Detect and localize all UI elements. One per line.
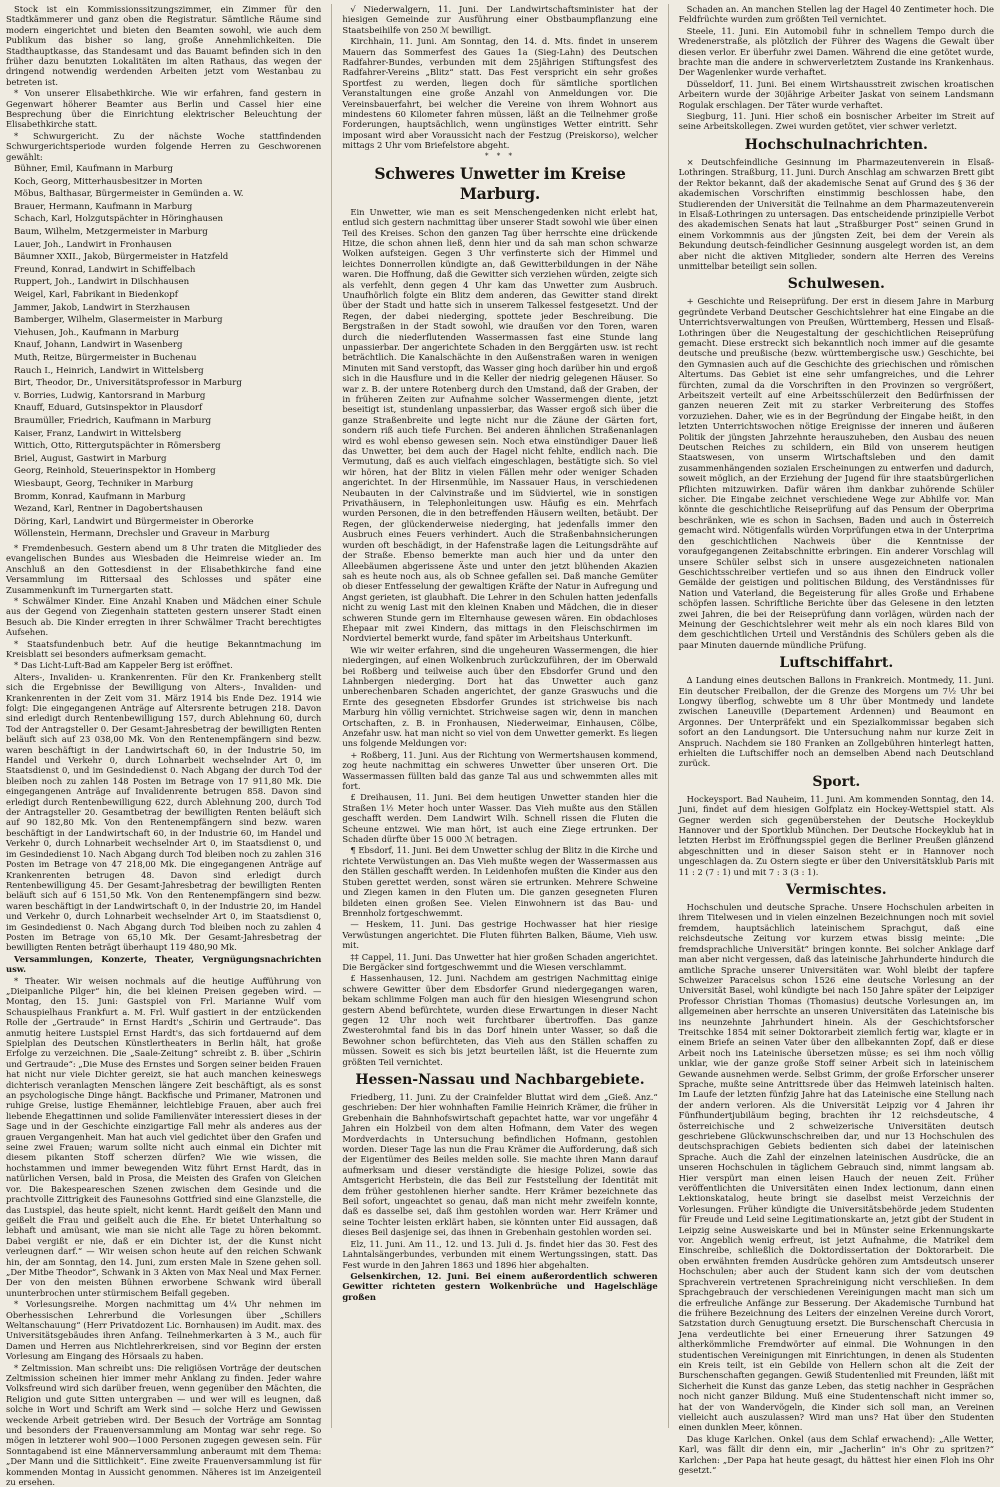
article-hassenhausen: £ Hassenhausen, 12. Juni. Nachdem am gestrigen Nachmittag einige schwere Gewitter über dem Ebsdorfer Grund niedergegangen waren, bekam schlimme Folgen man auch für den hiesigen Wiesengrund schon gestern Abend befürchtete, wurden diese Erwartungen in dieser Nacht gegen 12 Uhr noch weit furchtbarer übertroffen. Das ganze Zwesterohmtal fand bis in das Dorf hinein unter Wasser, so daß die Bewohner schon befürchteten, das Vieh aus den Ställen schaffen zu müssen. Soweit es sich bis jetzt beurteilen läßt, ist die Heuernte zum größten Teil vernichtet. (342, 973, 658, 1067)
article-fremdenbesuch: * Fremdenbesuch. Gestern abend um 8 Uhr traten die Mitglieder des evangelischen Bundes aus Wiesbaden die Heimreise wieder an. Im Anschluß an den Gottesdienst in der Elisabethkirche fand eine Versammlung im Rittersaal des Schlosses und später eine Zusammenkunft im Turnergarten statt. (6, 542, 322, 595)
article-ballon: ∆ Landung eines deutschen Ballons in Frankreich. Montmedy, 11. Juni. Ein deutscher Freiballon, der die Grenze des Morgens um 7½ Uhr bei Longwy überflog, schwebte um 8 Uhr über Montmedy und landete zwischen Laneuville (Departement Ardennen) und Beaumont en Argonnes. Der Unterpräfekt und ein Spezialkommissar begaben sich sofort an den Landungsort. Die Untersuchung nahm nur kurze Zeit in Anspruch. Nachdem sie 180 Franken an Zollgebühren hinterlegt hatten, erhielten die Luftschiffer noch an demselben Abend nach Deutschland zurück. (678, 675, 994, 769)
article-staatsfundenbuch: * Staatsfundenbuch betr. Auf die heutige Bekanntmachung im Kreisblatt sei besonders aufmerksam gemacht. (6, 638, 322, 659)
article-schwaelmer-kinder: * Schwälmer Kinder. Eine Anzahl Knaben und Mädchen einer Schule aus der Gegend von Ziegenhain statteten gestern unserer Stadt einen Besuch ab. Die Kinder erregten in ihrer Schwälmer Tracht berechtigtes Aufsehen. (6, 595, 322, 638)
juror-list (6, 163, 321, 541)
juror-entry: Bamberger, Wilhelm, Glasermeister in Marburg (14, 315, 223, 326)
article-unwetter-main: Ein Unwetter, wie man es seit Menschengedenken nicht erlebt hat, entlud sich gestern nachmittag über unserer Stadt sowohl wie über einen Teil des Kreises. Schon den ganzen Tag über herrschte eine drückende Hitze, die schon ahnen ließ, denn hier und da sah man schon schwarze Wolken aufsteigen. Gegen 3 Uhr verfinsterte sich der Himmel und leichtes Donnerrollen kündigte an, daß Gewitterbildungen in der Nähe waren. Die Hoffnung, daß die Gewitter sich verziehen würden, zeigte sich als verfehlt, denn gegen 4 Uhr kam das Unwetter zum Ausbruch. Unaufhörlich folgte ein Blitz dem anderen, das Gewitter stand direkt über der Stadt und hatte sich in unserem Talkessel festgesetzt. Und der Regen, der dabei niederging, spottete jeder Beschreibung. Die Bergstraßen in der Stadt sowohl, wie draußen vor den Toren, waren durch die niederflutenden Wassermassen fast eine Stunde lang unpassierbar. Der angerichtete Schaden in den Berggärten usw. ist recht beträchtlich. Die Kanalschächte in den Außenstraßen waren in wenigen Minuten mit Sand verstopft, das Wasser ging hoch darüber hin und ergoß sich in die Hausflure und in die Keller der niedrig gelegenen Häuser. So war z. B. der untere Rotenberg durch den Umstand, daß der Graben, der in früheren Zeiten zur Aufnahme solcher Wassermengen diente, jetzt beseitigt ist, stundenlang unpassierbar, das Wasser ergoß sich über die ganze Straßenbreite und legte nicht nur die Zäune der Gärten fort, sondern riß auch tiefe Furchen. Bei anderen ähnlichen Straßenanlagen wird es wohl ebenso gewesen sein. Noch etwa einstündiger Dauer ließ das Unwetter, bei dem auch der Hagel nicht fehlte, endlich nach. Die Vermutung, daß es auch vielfach eingeschlagen, bestätigte sich. So viel wir hören, hat der Blitz in vielen Fällen mehr oder weniger Schaden angerichtet. In der Hirsenmühle, im Nassauer Haus, in verschiedenen Neubauten in der Calvinstraße und im Südviertel, wie in sonstigen Privathäusern, in Telephonleitungen usw. Häufig es ein. Mehrfach wurden Personen, die in den betreffenden Häusern weilten, betäubt. Der Regen, der glückenderweise niederging, hat jedenfalls immer den Ausbruch eines Feuers verhindert. Auch die Straßenbahnsicherungen wurden oft beschädigt, in der Hafenstraße lagen die Leitungsdrähte auf der Straße. Ebenso bemerkte man auch hier und da unter den Alleebäumen abgerissene Äste und unter den jetzt blühenden Akazien sah es heute noch aus, als ob Schnee gefallen sei. Daß manche Gemüter ob dieser Entfesselung der gewaltigen Kräfte der Natur in Aufregung und Angst gerieten, ist glaubhaft. Die Lehrer in den Schulen hatten jedenfalls nicht zu wenig Last mit den kleinen Knaben und Mädchen, die in dieser schweren Stunde gern im Elternhause gewesen wären. Ein obdachloses Ehepaar mit zwei Kindern, das mittags in den Fleischschirmen im Nordviertel bemerkt wurde, fand später im Arbeitshaus Unterkunft. (342, 206, 658, 644)
article-kluge-karlchen: Das kluge Karlchen. Onkel (aus dem Schlaf erwachend): „Alle Wetter, Karl, was fällt dir denn ein, mir „Jacherlin“ in's Ohr zu spritzen?“ Karlchen: „Der Papa hat heute gesagt, du hättest hier einen Floh ins Ohr gesetzt.“ (678, 1433, 994, 1475)
article-stadthaus: Stock ist ein Kommissionssitzungszimmer, ein Zimmer für den Stadtkämmerer und ganz oben die Registratur. Sämtliche Räume sind modern eingerichtet und bieten den Beamten sowohl, wie auch dem Publikum das bisher so lang, große Annehmlichkeiten. Die Stadthauptkasse, das Standesamt und das Bauamt befinden sich in den früher dazu benutzten Lokalitäten im alten Rathaus, das wegen der dringend notwendig werdenden Arbeiten jetzt vom Westanbau zu betreten ist. (6, 4, 322, 87)
juror-entry: Koch, Georg, Mitterhausbesitzer in Morten (14, 176, 203, 187)
article-pharmazeutenverein: × Deutschfeindliche Gesinnung im Pharmazeutenverein in Elsaß-Lothringen. Straßburg, 11. Juni. Durch Anschlag am schwarzen Brett gibt der Rektor bekannt, daß der akademische Senat auf Grund des § 36 der akademischen Vorschriften einstimmig beschlossen habe, den Studierenden der Universität die Teilnahme an dem Pharmazeutenverein in Elsaß-Lothringen zu untersagen. Das entscheidende prinzipielle Verbot des akademischen Senats hat laut „Straßburger Post“ seinen Grund in einem Vorkommnis aus der jüngsten Zeit, bei dem der Verein als Bekundung deutsch-feindlicher Gesinnung ausgelegt worden ist, an dem aber nicht die aktiven Mitglieder, sondern alte Herren des Vereins unmittelbar beteiligt sein sollen. (678, 156, 994, 271)
juror-entry: Döring, Karl, Landwirt und Bürgermeister in Oberorke (14, 516, 254, 527)
headline-sport: Sport. (812, 773, 861, 790)
headline-unwetter: Schweres Unwetter im Kreise Marburg. (374, 163, 626, 203)
juror-entry: Knauf, Johann, Landwirt in Wasenberg (14, 340, 183, 351)
column-middle (342, 4, 657, 1428)
article-renten: Alters-, Invaliden- u. Krankenrenten. Für den Kr. Frankenberg stellt sich die Ergebnisse der Bewilligung von Alters-, Invaliden- und Krankenrenten in der Zeit vom 31. März 1914 bis Ende Dez. 1914 wie folgt: Die eingegangenen Anträge auf Altersrente betrugen 218. Davon sind erledigt durch Rentenbewilligung 157, durch Ablehnung 60, durch Tod der Antragsteller 0. Der Gesamt-Jahresbetrag der bewilligten Renten beläuft sich auf 23 038,00 Mk. Von den Rentenempfängern sind bezw. waren beschäftigt in der Landwirtschaft 60, in der Industrie 50, im Handel und Verkehr 0, durch Lohnarbeit wechselnder Art 0, im Staatsdienst 0, und im Gesindedienst 0. Nach Abgang der durch Tod der bleiben noch zu zahlen 148 Posten im Betrage von 17 911,80 Mk. Die eingegangenen Anträge auf Invalidenrente betrugen 858. Davon sind erledigt durch Rentenbewilligung 622, durch Ablehnung 200, durch Tod der Antragsteller 20. Gesamtbetrag der bewilligten Renten beläuft sich auf 90 182,80 Mk. Von den Rentenempfängern sind bezw. waren beschäftigt in der Landwirtschaft 60, in der Industrie 60, im Handel und Verkehr 0, durch Lohnarbeit wechselnder Art 0, im Staatsdienst 0, und im Gesindedienst 10. Nach Abgang durch Tod bleiben noch zu zahlen 316 Posten im Betrage von 47 218,00 Mk. Die eingegangenen Anträge auf Krankenrenten betrugen 48. Davon sind erledigt durch Rentenbewilligung 45. Der Gesamt-Jahresbetrag der bewilligten Renten beläuft sich auf 6 151,50 Mk. Von den Rentenempfängern sind bezw. waren beschäftigt in der Landwirtschaft 0, in der Industrie 20, im Handel und Verkehr 0, durch Lohnarbeit wechselnder Art 0, im Staatsdienst 0, im Gesindedienst 0. Nach Abgang durch Tod bleiben noch zu zahlen 4 Posten im Betrage von 65,10 Mk. Der Gesamt-Jahresbetrag der bewilligten Renten beträgt überhaupt 119 480,90 Mk. (6, 671, 322, 953)
article-elisabethkirche: * Von unserer Elisabethkirche. Wie wir erfahren, fand gestern in Gegenwart höherer Beamter aus Berlin und Cassel hier eine Besprechung über die Einrichtung elektrischer Beleuchtung der Elisabethkirche statt. (6, 88, 322, 130)
headline-hessen-nassau: Hessen-Nassau und Nachbargebiete. (355, 1072, 645, 1088)
juror-entry: Viehusen, Joh., Kaufmann in Marburg (14, 327, 179, 338)
article-theater: * Theater. Wir weisen nochmals auf die heutige Aufführung von „Dieipanliche Pilger“ hin, die bei kleinen Preisen gegeben wird. — Montag, den 15. Juni: Gastspiel von Frl. Marianne Wulf vom Schauspielhaus Frankfurt a. M. Frl. Wulf gastiert in der entzückenden Rolle der „Gertraude“ in Ernst Hardt's „Schirin und Gertraude“. Das anmutig heitere Lustspiel Ernst Hardt's, das sich fortdauernd auf dem Spielplan des Deutschen Künstlertheaters in Berlin hält, hat große Erfolge zu verzeichnen. Die „Saale-Zeitung“ schreibt z. B. über „Schirin und Gertraude“: „Die Muse des Ernstes und Sorgen seiner beiden Frauen hat nicht nur viele Dichter gereizt, sie hat auch manchen keineswegs dichterisch veranlagten Menschen längere Zeit beschäftigt, als es sonst an psychologische Dinge hängt. Backfische und Primaner, Matronen und ruhige Greise, lustige Ehemänner, leichtlebige Frauen, aber auch frei liebende Ehegattinnen und solide Familienväter interessiert dieses in der Sage und in der Geschichte einzigartige Fall mehr als anderes aus der grauen Vergangenheit. Man hat auch viel gedichtet über den Grafen und seine zwei Frauen; warum sollte nicht auch einmal ein Dichter mit diesem pikanten Stoff scherzen dürfen? Wie wie wissen, die hochstammen und immer bewegenden Witz führt Ernst Hardt, das in natürlichen Versen, bald in Prosa, die Meisten des Grafen von Gleichen vor. Die Bakespeareschen Szenen zwischen dem Gesinde und die prachtvolle Zittrigkeit des Faunesohns Gottfried sind eine Glanzstelle, die das Lustspiel, das heute spielt, nicht kennt. Hardt geißelt den Mann und geißelt die Frau und geißelt auch die Ehe. Er bietet Unterhaltung so lebhaft und amüsant, wie man sie nicht alle Tage zu hören bekommt. Dabei vergißt er nie, daß er ein Dichter ist, der die Kunst nicht verleugnen darf.“ — Wir weisen schon heute auf den reichen Schwank hin, der am Sonntag, den 14. Juni, zum ersten Male in Szene gehen soll. „Der Mitbe Theodor“, Schwank in 3 Akten von Max Neal und Max Ferner. Der von den meisten Bühnen erworbene Schwank wird überall ununterbrochen unter stürmischem Beifall gegeben. (6, 975, 322, 1298)
article-hockeysport: Hockeysport. Bad Nauheim, 11. Juni. Am kommenden Sonntag, den 14. Juni, findet auf dem hiesigen Golfplatz ein Hockey-Wettspiel statt. Als Gegner werden sich gegenüberstehen der Deutsche Hockeyklub Hannover und der Sportklub München. Der Deutsche Hockeyklub hat in letzten Herbst im Eröffnungsspiel gegen die Berliner Preußen glänzend abgeschnitten und in dieser Saison steht er in Hannover noch ungeschlagen da. Zu Ostern siegte er über den Universitätsklub Paris mit 11 : 2 (7 : 1) und mit 7 : 3 (3 : 1). (678, 793, 994, 877)
juror-entry: Birt, Theodor, Dr., Universitätsprofessor in Marburg (14, 378, 242, 389)
juror-entry: Weigel, Karl, Fabrikant in Biedenkopf (14, 290, 178, 301)
article-friedberg: Friedberg, 11. Juni. Zu der Crainfelder Bluttat wird dem „Gieß. Anz.“ geschrieben: Der hier wohnhaften Familie Heinrich Krämer, die früher in Grebenhain die Bahnhofswirtschaft gepachtet hatte, war vor ungefähr 4 Jahren ein Holzbeil von dem alten Hofmann, dem Vater des wegen Mordverdachts in Untersuchung befindlichen Hofmann, gestohlen worden. Dieser Tage las nun die Frau Krämer die Aufforderung, daß sich der Eigentümer des Beiles melden solle. Sie machte ihren Mann darauf aufmerksam und dieser verständigte die hiesige Polizei, sowie das Amtsgericht Herbstein, die das Beil zur Feststellung der Identität mit dem früher gestohlenen hierher sandte. Herr Krämer bezeichnete das Beil sofort, ungeachtet so genau, daß man nicht mehr zweifeln konnte, daß es dasselbe sei, daß ihm gestohlen worden war. Herr Krämer und seine Tochter leisten erklärt haben, sie könnten unter Eid aussagen, daß dieses Beil dasjenige sei, das ihnen in Grebenhain gestohlen worden sei. (342, 1092, 658, 1238)
article-cappel: ‡‡ Cappel, 11. Juni. Das Unwetter hat hier großen Schaden angerichtet. Die Bergäcker sind fortgeschwemmt und die Wiesen verschlammt. (342, 951, 658, 972)
star-divider: * * * (485, 151, 515, 160)
juror-entry: Rauch I., Heinrich, Landwirt in Wittelsberg (14, 365, 204, 376)
headline-luftschiffahrt: Luftschiffahrt. (779, 655, 894, 672)
article-dreihausen: £ Dreihausen, 11. Juni. Bei dem heutigen Unwetter standen hier die Straßen 1½ Meter hoch unter Wasser. Das Vieh mußte aus den Ställen geschafft werden. Dem Landwirt Wilh. Schnell rissen die Fluten die Scheune entzwei. Wie man hört, ist auch eine Ziege ertrunken. Der Schaden dürfte über 15 000 ℳ betragen. (342, 792, 658, 845)
juror-entry: Georg, Reinhold, Steuerinspektor in Homberg (14, 466, 216, 477)
article-kirchhain: Kirchhain, 11. Juni. Am Sonntag, den 14. d. Mts. findet in unserem Mauern das Sommerfest des Gaues 1a (Sieg-Lahn) des Deutschen Radfahrer-Bundes, verbunden mit dem 25jährigen Stiftungsfest des Radfahrer-Vereins „Blitz“ statt. Das Fest verspricht ein sehr großes Sportfest zu werden, liegen doch für sämtliche sportlichen Veranstaltungen eine große Anzahl von Anmeldungen vor. Die Vereinsbauerfahrt, bei welcher die Vereine von ihrem Wohnort aus mindestens 60 Kilometer fahren müssen, läßt an die Teilnehmer große Forderungen, hauptsächlich, wenn ungünstiges Wetter eintritt. Sehr imposant wird aber Voraussicht nach der Festzug (Preiskorso), welcher mittags 2 Uhr vom Briefelstore abgeht. (342, 36, 658, 151)
juror-entry: Briel, August, Gastwirt in Marburg (14, 453, 167, 464)
juror-entry: Baum, Wilhelm, Metzgermeister in Marburg (14, 227, 208, 238)
article-siegburg: Siegburg, 11. Juni. Hier schoß ein bosnischer Arbeiter im Streit auf seine Arbeitskollegen. Zwei wurden getötet, vier schwer verletzt. (678, 111, 994, 132)
juror-entry: Bühner, Emil, Kaufmann in Marburg (14, 164, 174, 175)
headline-hochschulnachrichten: Hochschulnachrichten. (744, 136, 928, 153)
article-ebsdorf: ¶ Ebsdorf, 11. Juni. Bei dem Unwetter schlug der Blitz in die Kirche und richtete Verwüstungen an. Das Vieh mußte wegen der Wassermassen aus den Ställen geschafft werden. In Leidenhofen mußten die Kinder aus den Stuben gerettet werden, sonst wären sie ertrunken. Mehrere Schweine und Ziegen kamen in den Fluten um. Die ganzen gesegneten Fluren bildeten einen großen See. Vielen Einwohnern ist das Bau- und Brennholz fortgeschwemmt. (342, 845, 658, 918)
article-heskem: — Heskem, 11. Juni. Das gestrige Hochwasser hat hier riesige Verwüstungen angerichtet. Die Fluten führten Balken, Bäume, Vieh usw. mit. (342, 919, 658, 951)
article-rossberg: + Roßberg, 11. Juni. Aus der Richtung von Wermertshausen kommend, zog heute nachmittag ein schweres Unwetter über unseren Ort. Die Wassermassen füllten bald das ganze Tal aus und schwemmten alles mit fort. (342, 749, 658, 792)
juror-entry: Lauer, Joh., Landwirt in Fronhausen (14, 239, 172, 250)
juror-entry: Schach, Karl, Holzgutspächter in Höringhausen (14, 214, 224, 225)
juror-entry: Wöllenstein, Hermann, Drechsler und Graveur in Marburg (14, 529, 270, 540)
juror-entry: Wittich, Otto, Rittergutspächter in Römersberg (14, 441, 221, 452)
juror-entry: Muth, Reitze, Bürgermeister in Buchenau (14, 353, 197, 363)
article-niederwalgern: √ Niederwalgern, 11. Juni. Der Landwirtschaftsminister hat der hiesigen Gemeinde zur Ausführung einer Obstbaumpflanzung eine Staatsbeihilfe von 250 ℳ bewilligt. (342, 4, 658, 35)
juror-entry: Bäumner XXII., Jakob, Bürgermeister in Hatzfeld (14, 252, 229, 263)
section-versammlungen: Versammlungen, Konzerte, Theater, Vergnügungsnachrichten usw. (6, 953, 322, 975)
juror-entry: Braumüller, Friedrich, Kaufmann in Marburg (14, 415, 212, 426)
column-right (678, 4, 994, 1475)
juror-entry: Wiesbaupt, Georg, Techniker in Marburg (14, 478, 194, 489)
article-duesseldorf: Düsseldorf, 11. Juni. Bei einem Wirtshausstreit zwischen kroatischen Arbeitern wurde der 30jährige Arbeiter Jaskat von seinem Landsmann Rogulak erschlagen. Der Täter wurde verhaftet. (678, 78, 994, 110)
article-licht-luft-bad: * Das Licht-Luft-Bad am Kappeler Berg ist eröffnet. (14, 660, 233, 671)
article-reifepruefung: + Geschichte und Reiseprüfung. Der erst in diesem Jahre in Marburg gegründete Verband Deutscher Geschichtslehrer hat eine Eingabe an die Unterrichtsverwaltungen von Preußen, Württemberg, Hessen und Elsaß-Lothringen über die Neugestaltung der geschichtlichen Reiseprüfung gemacht. Diese erstreckt sich bekanntlich noch immer auf die gesamte deutsche und preußische (bezw. württembergische usw.) Geschichte, bei den Gymnasien auch auf die Geschichte des griechischen und römischen Altertums. Das Gebiet ist eine sehr umfangreiches, und die Lehrer fürchten, zumal da die Vorschriften in den Provinzen so vergrößert, Arbeitszeit verteilt auf eine Arbeitsschülerzeit den Bedürfnissen der ganzen neueren Zeit mit zu starker Verbreiterung des Stoffes vorzuziehen. Daher, wie es in der Begründung der Eingabe heißt, in den letzten Unterrichtswochen nötige Ereignisse der inneren und äußeren Politik der jüngsten Jahrzehnte herauszuheben, den Ausbau des neuen Deutschen Reiches zu schildern, ein Bild von unserem heutigen Staatswesen, von unserm Wirtschaftsleben und den damit zusammenhängenden sozialen Erscheinungen zu entwerfen und dadurch, soweit möglich, an der Erziehung der Jugend für ihre staatsbürgerlichen Pflichten mitzuwirken. Dafür wären ihm dankbar zuhörende Schüler sicher. Die Eingabe zeichnet verschiedene Wege zur Abhilfe vor. Man könnte die geschichtliche Reiseprüfung auf das Pensum der Oberprima beschränken, wie es schon in Sachsen, Baden und auch in Österreich gemacht wird. Nötigenfalls würden Vorprüfungen etwa in der Unterprima den geschichtlichen Nachweis über die Kenntnisse der voraufgegangenen Zeitabschnitte erbringen. Ein anderer Vorschlag will unsere Schüler selbst sich in unsere ausgezeichneten nationalen Geschichtsschreiber vertiefen und so aus ihnen den Eindruck voller Gemälde der geistigen und politischen Bildung, des Verständnisses für Nation und Vaterland, die Begeisterung für alles Große und Erhabene schöpfen lassen. Schriftliche Berichte über das Gelesene in den letzten zwei Jahren, die bei der Reiseprüfung dann vorlägen, würden nach der Meinung der Geschichtslehrer weit mehr als ein noch klares Bild von dem geschichtlichen Urteil und Verständnis des Schülers geben als die paar Minuten dauernde mündliche Prüfung. (678, 296, 994, 650)
juror-entry: v. Borries, Ludwig, Kantorsrand in Marburg (14, 390, 206, 401)
article-steele: Steele, 11. Juni. Ein Automobil fuhr in schnellem Tempo durch die Wredenerstraße, als plötzlich der Führer des Wagens die Gewalt über diesen verlor. Er überfuhr zwei Damen. Während die eine getötet wurde, brachte man die andere in schwerverletztem Zustande ins Krankenhaus. Der Wagenlenker wurde verhaftet. (678, 25, 994, 78)
juror-entry: Ruppert, Joh., Landwirt in Dilschhausen (14, 277, 190, 288)
juror-entry: Freund, Konrad, Landwirt in Schiffelbach (14, 264, 196, 275)
article-elz: Elz, 11. Juni. Am 11., 12. und 13. Juli d. Js. findet hier das 30. Fest des Lahntalsängerbundes, verbunden mit einem Wertungssingen, statt. Das Fest wurde in den Jahren 1863 und 1896 hier abgehalten. (342, 1238, 658, 1270)
column-left (6, 4, 322, 1487)
column-divider (331, 4, 332, 1428)
juror-entry: Jammer, Jakob, Landwirt in Sterzhausen (14, 302, 191, 313)
article-schwurgericht: * Schwurgericht. Zu der nächste Woche stattfindenden Schwurgerichtsperiode wurden folgende Herren zu Geschworenen gewählt: (6, 130, 322, 162)
headline-vermischtes: Vermischtes. (785, 882, 887, 899)
article-zeltmission: * Zeltmission. Man schreibt uns: Die religiösen Vorträge der deutschen Zeltmission scheinen hier immer mehr Anklang zu finden. Jeder wahre Volksfreund wird sich darüber freuen, wenn gegenüber den Mächten, die Religion und gute Sitten untergraben — und wer will es leugnen, daß solche in Wort und Schrift am Werk sind — solche Herz und Gewissen weckende Arbeit getrieben wird. Der Besuch der Vorträge am Sonntag und besonders der Frauenversammlung am Montag war sehr rege. So mögen in letzterer wohl 900—1000 Personen zugegen gewesen sein. Für Sonntagabend ist eine Männerversammlung anberaumt mit dem Thema: „Der Mann und die Sittlichkeit“. Eine zweite Frauenversammlung ist für kommenden Montag in Aussicht genommen. Näheres ist im Anzeigenteil zu ersehen. (6, 1362, 322, 1487)
juror-entry: Kaiser, Franz, Landwirt in Wittelsberg (14, 428, 182, 439)
article-gelsenkirchen-continued: Schaden an. An manchen Stellen lag der Hagel 40 Zentimeter hoch. Die Feldfrüchte wurden zum größten Teil vernichtet. (678, 4, 994, 25)
article-gelsenkirchen: Gelsenkirchen, 12. Juni. Bei einem außerordentlich schweren Gewitter richteten gestern Wolkenbrüche und Hagelschläge großen (342, 1270, 658, 1302)
juror-entry: Wezand, Karl, Rentner in Dagobertshausen (14, 504, 203, 515)
column-divider (668, 4, 669, 1428)
article-vorlesungsreihe: * Vorlesungsreihe. Morgen nachmittag um 4¼ Uhr nehmen im Oberhessischen Lehrerbund die Vorlesungen über „Schillers Weltanschauung“ (Herr Privatdozent Lic. Bornhausen) im Audit. max. des Universitätsgebäudes ihren Anfang. Teilnehmerkarten à 3 M., auch für Damen und Herren aus Nichtlehrerkreisen, sind vor Beginn der ersten Vorlesung am Eingang des Hörsaals zu haben. (6, 1299, 322, 1362)
juror-entry: Bromm, Konrad, Kaufmann in Marburg (14, 491, 186, 502)
article-unwetter-continued: Wie wir weiter erfahren, sind die ungeheuren Wassermengen, die hier niedergingen, auf einen Wolkenbruch zurückzuführen, der im Oberwald bei Roßberg und teilweise auch über den Ebsdorfer Grund und den Lahnbergen niederging. Dort hat das Unwetter auch ganz unberechenbaren Schaden angerichtet, der ganze Graswuchs und die Ernte des gesegneten Ebsdorfer Grundes ist strichweise bis nach Marburg hin völlig vernichtet. Strichweise sagen wir, denn in manchen Ortschaften, z. B. in Fronhausen, Niederweimar, Einhausen, Cölbe, Anzefahr usw. hat man nicht so viel von dem Unwetter gemerkt. Es liegen uns folgende Meldungen vor: (342, 644, 658, 749)
article-hochschulen-sprache: Hochschulen und deutsche Sprache. Unsere Hochschulen arbeiten in ihrem Titelwesen und in vielen einzelnen Bezeichnungen noch mit soviel fremdem, hauptsächlich lateinischem Sprachgut, daß eine reichsdeutsche Zeitung vor kurzem etwas bissig meinte: „Die fremdsprachliche Universität“ bringen konnte. Bei solcher Anklage darf man aber nicht vergessen, daß das lateinische Jahrhunderte hindurch die amtliche Sprache unserer Universitäten war. Wohl bleibt der tapfere Schweizer Paracelsus schon 1526 eine deutsche Vorlesung an der Universität Basel, wohl kündigte bei nach 150 Jahre später der Leipziger Professor Christian Thomas (Thomasius) deutsche Vorlesungen an, im allgemeinen aber herrschte an unseren Universitäten das Lateinische bis ins neunzehnte Jahrhundert hinein. Als der Geschichtsforscher Treitschke 1854 mit seiner Doktorarbeit ziemlich fertig war, klagte er in einem Briefe an seinen Vater über den allbekannten Zopf, daß er diese Arbeit noch ins Lateinische übersetzen müsse; es sei ihm noch völlig unklar, wie der ganze große Stoff seiner Arbeit sich in lateinischem Gewande ausnehmen werde. Selbst Grimm, der große Erforscher unserer Sprache, mußte seine Antrittsrede über das Heimweh lateinisch halten. Im Laufe der letzten fünfzig Jahre hat das Lateinische eine Stellung nach der andern verloren. Als die Universität Leipzig vor 4 Jahren ihr Fünfhundertjubiläum beging, brachten ihr 12 reichsdeutsche, 4 österreichische und 2 schweizerische Universitäten deutsch geschriebene Glückwunschschreiben dar, und nur 13 Hochschulen des deutschsprachigen Gebiets bedienten sich dabei der lateinischen Sprache. Auch die Zahl der einzelnen lateinischen Ausdrücke, die an unseren Hochschulen in täglichem Gebrauch sind, nimmt langsam ab. Hier verspürt man einen leisen Hauch der neuen Zeit. Früher veröffentlichten die Universitäten einen Index lectionum, dann einen Lektionskatalog, heute bringt sie daselbst meist Verzeichnis der Vorlesungen. Früher kündigte die Universitätsbehörde jedem Studenten für Freude und Leid seine Legitimationskarte an, jetzt gibt der Student in Leipzig seine Ausweiskarte und bei in Münster seine Erkennungskarte vor. Angeblich wenig erfreut, ist jetzt Aufnahme, die Matrikel dem Einschreibe, schließlich die Doktordissertation der Doktorarbeit. Die oben erwähnten fremden Ausdrücke gehören zum Amtsdeutsch unserer Hochschulen; aber auch der Student kann sich der vom deutschen Sprachverein vertretenen Sprachreinigung nicht verschließen. In dem Sprachgebrauch der verschiedenen Vereinigungen macht man sich um die erfreuliche Anfänge zur Besserung. Der Akademische Turnbund hat die frühere Bezeichnung des Leiters der einzelnen Vereine durch Vorort, Satzstation durch Genugtuung ersetzt. Die Burschenschaft Chercusia in Jena verdeutlichte bei einer Erneuerung ihrer Satzungen 49 altherkömmliche Fremdwörter auf einmal. Die Wohnungen in den studentischen Vereinigungen mit Einrichtungen, in denen als Studenten ein Kreis teilt, ist ein Gebilde von Hellern schon alt die Zeit der Burschenschaften gegangen. Gewiß Studentenlied mit Freunden, läßt mit Sicherheit die Kunst das ganze Leben, das stetig nachher in Gesprächen noch nicht ganzer Bildung. Muß eine Studentenschaft nicht immer so, hat der von Wandervögeln, die Kinder sich soll man, an Vereinen vielleicht auch auszulassen? Wird man uns? Hat über den Studenten einen dunklen Meer, können. (678, 902, 994, 1433)
headline-schulwesen: Schulwesen. (787, 276, 885, 293)
juror-entry: Brauer, Hermann, Kaufmann in Marburg (14, 201, 193, 212)
juror-entry: Möbus, Balthasar, Bürgermeister in Gemünden a. W. (14, 189, 244, 200)
juror-entry: Knauff, Eduard, Gutsinspektor in Plausdorf (14, 403, 203, 414)
